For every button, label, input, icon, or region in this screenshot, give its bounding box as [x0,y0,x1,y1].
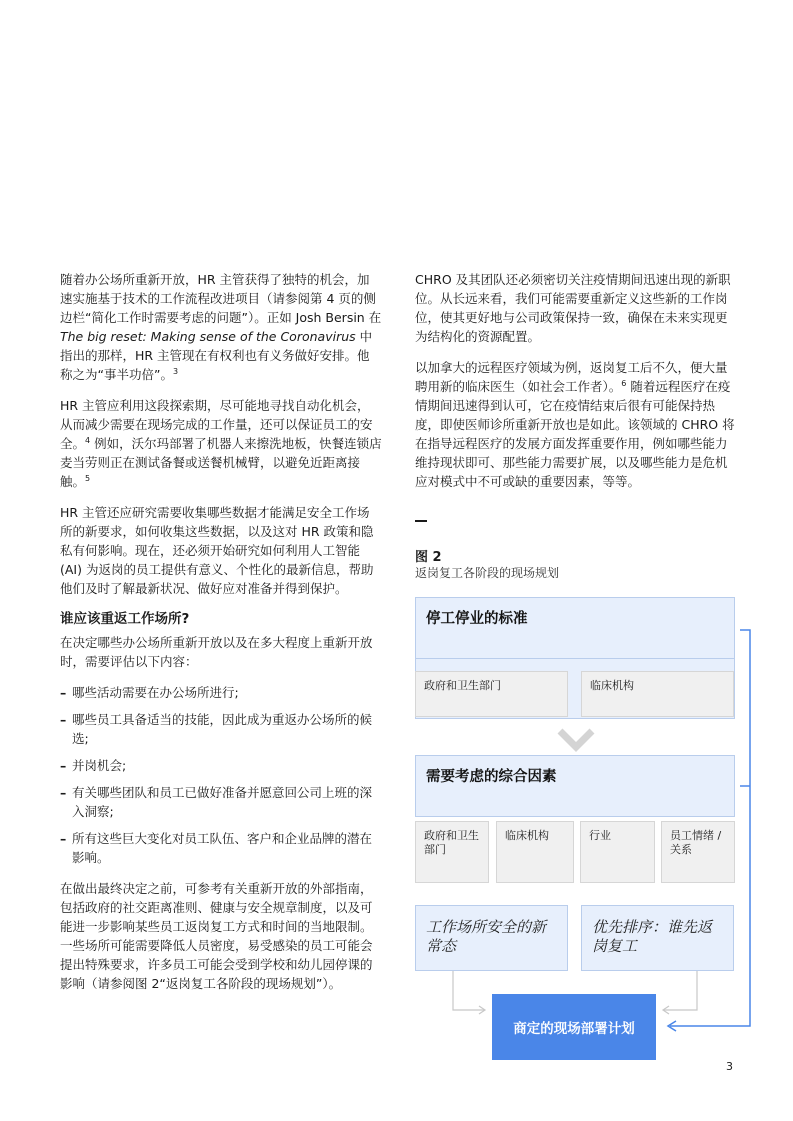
criteria-item: 临床机构 [581,671,734,717]
arrow-right-icon [479,1006,485,1014]
outcome-item: 工作场所安全的新常态 [415,905,568,971]
section-factors [415,755,735,817]
criteria-item: 政府和卫生部门 [415,671,568,717]
figure-divider [415,520,427,522]
section-title: 需要考虑的综合因素 [426,769,557,785]
arrow-left-icon [663,1006,669,1014]
section-heading: 谁应该重返工作场所? [60,611,190,627]
list-item: – 并岗机会; [60,758,127,773]
factor-item: 员工情绪 / 关系 [661,821,735,883]
chevron-down-icon [560,731,592,747]
page-number: 3 [726,1060,733,1073]
list-item: – 哪些员工具备适当的技能，因此成为重返办公场所的候选; [60,712,373,746]
left-column [60,270,382,1005]
paragraph: 随着办公场所重新开放，HR 主管获得了独特的机会，加速实施基于技术的工作流程改进项目（请参阅第 4 页的侧边栏“简化工作时需要考虑的问题”）。正如 Josh Bersin 在 The big reset: Making sense of the Coronavirus 中指出的那样，HR 主管现在有权利也有义务做好安排。他称之为“事半功倍”。$^3$ [60,272,382,382]
figure-caption: 返岗复工各阶段的现场规划 [415,566,560,580]
final-plan-box: 商定的现场部署计划 [492,994,656,1060]
paragraph: 在决定哪些办公场所重新开放以及在多大程度上重新开放时，需要评估以下内容： [60,635,373,669]
paragraph: HR 主管还应研究需要收集哪些数据才能满足安全工作场所的新要求，如何收集这些数据，以及这对 HR 政策和隐私有何影响。现在，还必须开始研究如何利用人工智能 (AI) 为返岗的员工提供有意义、个性化的最新信息，帮助他们及时了解最新状况、做好应对准备并得到保护。 [60,505,374,596]
paragraph: 以加拿大的远程医疗领域为例，返岗复工后不久，便大量聘用新的临床医生（如社会工作者）。$^6$ 随着远程医疗在疫情期间迅速得到认可，它在疫情结束后很有可能保持热度，即使医师诊所重新开放也是如此。该领域的 CHRO 将在指导远程医疗的发展方面发挥重要作用，例如哪些能力维持现状即可、那些能力需要扩展，以及哪些能力是危机应对模式中不可或缺的重要因素，等等。 [415,360,735,489]
arrow-left-icon [668,1021,676,1031]
factor-item: 政府和卫生部门 [415,821,489,883]
connector-right [664,971,697,1010]
right-column [415,270,737,503]
connector-left [453,971,484,1010]
list-item: – 所有这些巨大变化对员工队伍、客户和企业品牌的潜在影响。 [60,831,373,865]
paragraph: HR 主管应利用这段探索期，尽可能地寻找自动化机会，从而减少需要在现场完成的工作量，还可以保证员工的安全。$^4$ 例如，沃尔玛部署了机器人来擦洗地板，快餐连锁店麦当劳则正在测试备餐或送餐机械臂，以避免近距离接触。$^5$ [60,398,382,489]
list-item: – 哪些活动需要在办公场所进行; [60,685,239,700]
factor-item: 行业 [580,821,655,883]
section-criteria [415,597,735,659]
list-item: – 有关哪些团队和员工已做好准备并愿意回公司上班的深入洞察; [60,785,373,819]
paragraph: CHRO 及其团队还必须密切关注疫情期间迅速出现的新职位。从长远来看，我们可能需要重新定义这些新的工作岗位，使其更好地与公司政策保持一致，确保在未来实现更为结构化的资源配置。 [415,272,731,344]
section-title: 停工停业的标准 [426,611,528,627]
paragraph: 在做出最终决定之前，可参考有关重新开放的外部指南，包括政府的社交距离准则、健康与安全规章制度，以及可能进一步影响某些员工返岗复工方式和时间的当地限制。一些场所可能需要降低人员密度，易受感染的员工可能会提出特殊要求，许多员工可能会受到学校和幼儿园停课的影响（请参阅图 2“返岗复工各阶段的现场规划”）。 [60,881,373,991]
outcome-item: 优先排序：谁先返岗复工 [581,905,734,971]
factor-item: 临床机构 [496,821,574,883]
figure-label: 图 2 [415,550,442,565]
